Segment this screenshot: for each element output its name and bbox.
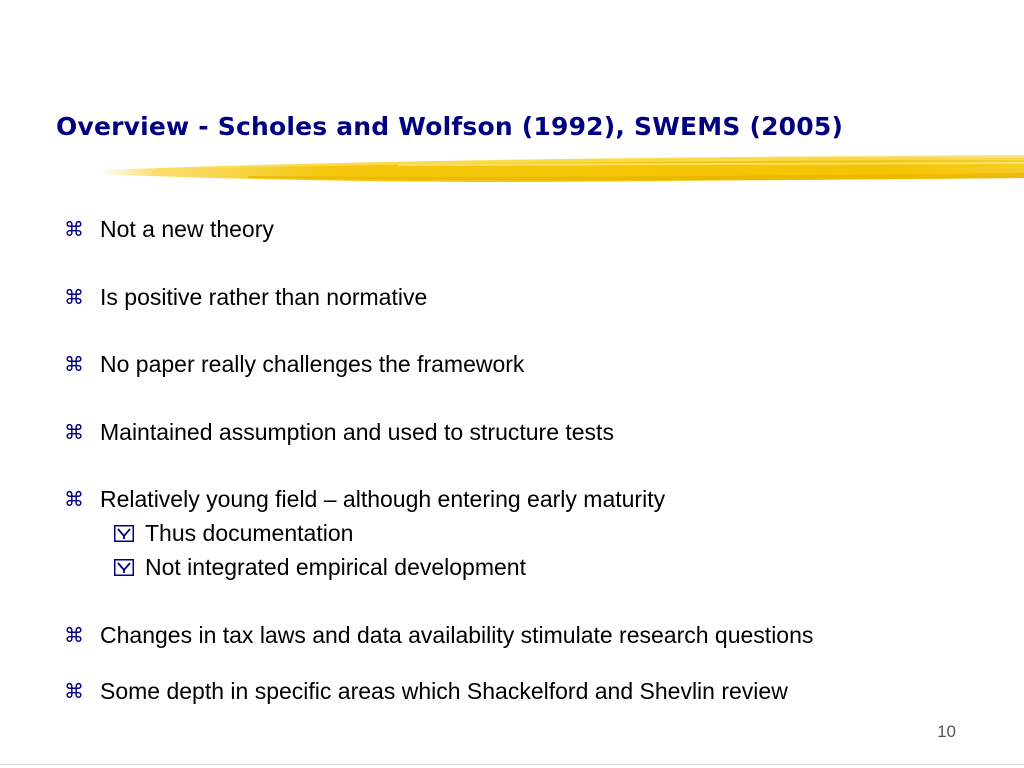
command-key-icon: ⌘ xyxy=(64,678,84,703)
bullet-item xyxy=(64,212,1004,246)
command-key-icon: ⌘ xyxy=(64,284,84,309)
sub-bullet-list xyxy=(100,516,1004,584)
bullet-list xyxy=(64,212,1004,708)
slide-title: Overview - Scholes and Wolfson (1992), SWEMS (2005) xyxy=(56,112,844,141)
bullet-text: Changes in tax laws and data availability stimulate research questions xyxy=(100,621,814,648)
bullet-text: Relatively young field – although entering early maturity xyxy=(100,486,666,512)
bullet-text: Maintained assumption and used to structure tests xyxy=(100,418,614,445)
bullet-item xyxy=(64,618,1004,652)
page-number: 10 xyxy=(937,722,956,741)
command-key-icon: ⌘ xyxy=(64,419,84,444)
sub-bullet-text: Not integrated empirical development xyxy=(145,554,526,580)
sub-bullet-item xyxy=(100,516,1004,550)
sub-bullet-item xyxy=(100,550,1004,584)
command-key-icon: ⌘ xyxy=(64,622,84,647)
sub-bullet-text: Thus documentation xyxy=(145,520,354,546)
bullet-item xyxy=(64,674,1004,708)
bullet-item xyxy=(64,347,1004,381)
bullet-item xyxy=(64,280,1004,314)
bullet-item xyxy=(64,415,1004,449)
bottom-divider xyxy=(0,764,1024,765)
checkbox-icon xyxy=(114,525,134,542)
bullet-text: No paper really challenges the framework xyxy=(100,351,525,377)
command-key-icon: ⌘ xyxy=(64,487,84,511)
checkbox-icon xyxy=(114,559,134,576)
command-key-icon: ⌘ xyxy=(64,217,84,241)
bullet-text: Some depth in specific areas which Shackelford and Shevlin review xyxy=(100,677,788,704)
yellow-brush-stroke xyxy=(98,148,1024,190)
bullet-text: Not a new theory xyxy=(100,216,274,242)
bullet-text: Is positive rather than normative xyxy=(100,283,428,310)
command-key-icon: ⌘ xyxy=(64,352,84,376)
bullet-item xyxy=(64,482,1004,584)
